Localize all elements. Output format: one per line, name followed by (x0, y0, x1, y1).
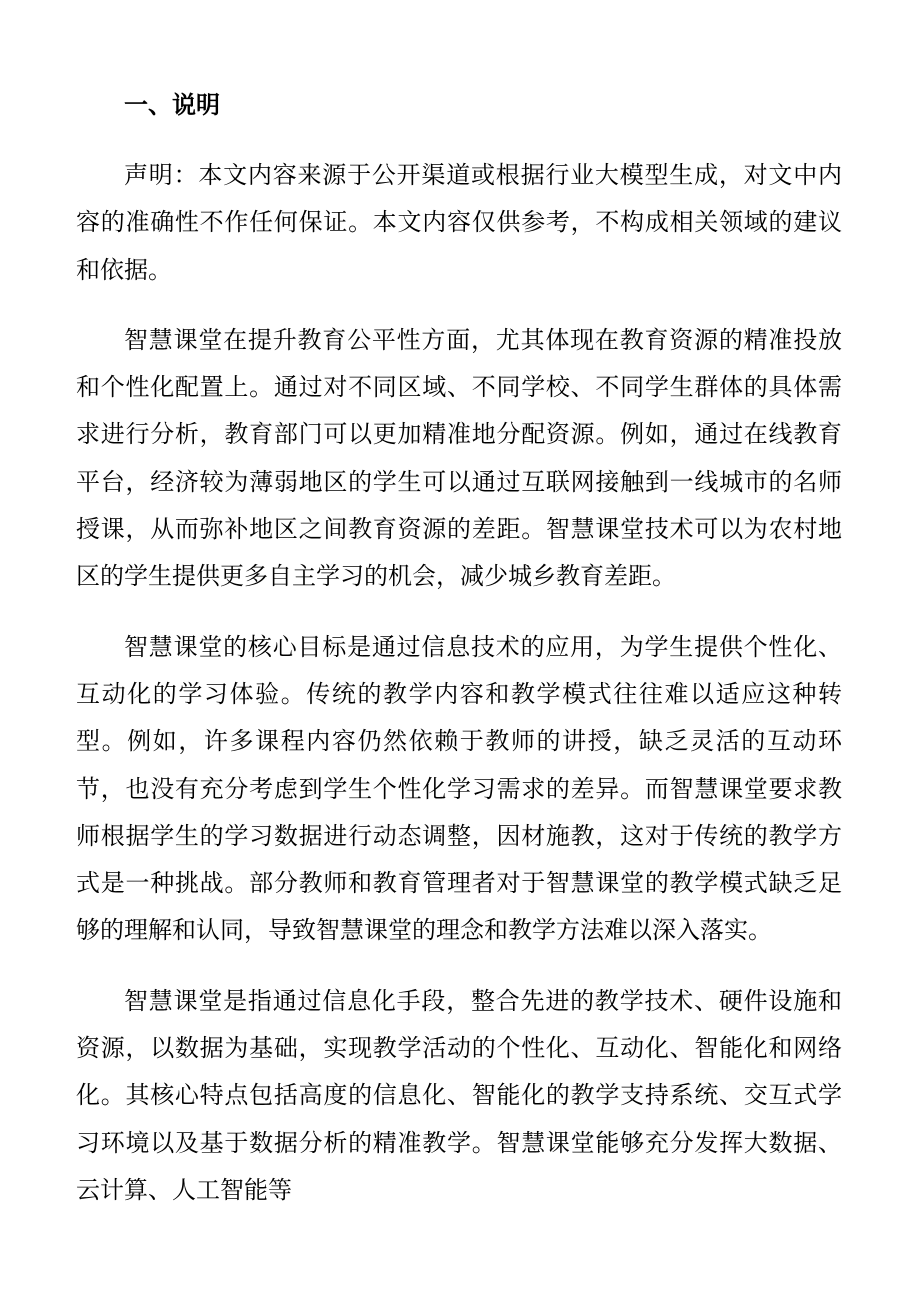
body-paragraph-goals: 智慧课堂的核心目标是通过信息技术的应用，为学生提供个性化、互动化的学习体验。传统的教学内容和教学模式往往难以适应这种转型。例如，许多课程内容仍然依赖于教师的讲授，缺乏灵活的互动环节，也没有充分考虑到学生个性化学习需求的差异。而智慧课堂要求教师根据学生的学习数据进行动态调整，因材施教，这对于传统的教学方式是一种挑战。部分教师和教育管理者对于智慧课堂的教学模式缺乏足够的理解和认同，导致智慧课堂的理念和教学方法难以深入落实。 (76, 632, 842, 945)
body-paragraph-definition: 智慧课堂是指通过信息化手段，整合先进的教学技术、硬件设施和资源，以数据为基础，实现教学活动的个性化、互动化、智能化和网络化。其核心特点包括高度的信息化、智能化的教学支持系统、交互式学习环境以及基于数据分析的精准教学。智慧课堂能够充分发挥大数据、云计算、人工智能等 (76, 986, 842, 1204)
section-heading: 一、说明 (124, 91, 220, 119)
disclaimer-paragraph: 声明：本文内容来源于公开渠道或根据行业大模型生成，对文中内容的准确性不作任何保证。本文内容仅供参考，不构成相关领域的建议和依据。 (76, 161, 842, 284)
document-body (76, 82, 842, 1214)
body-paragraph-equity: 智慧课堂在提升教育公平性方面，尤其体现在教育资源的精准投放和个性化配置上。通过对不同区域、不同学校、不同学生群体的具体需求进行分析，教育部门可以更加精准地分配资源。例如，通过在线教育平台，经济较为薄弱地区的学生可以通过互联网接触到一线城市的名师授课，从而弥补地区之间教育资源的差距。智慧课堂技术可以为农村地区的学生提供更多自主学习的机会，减少城乡教育差距。 (76, 325, 842, 591)
